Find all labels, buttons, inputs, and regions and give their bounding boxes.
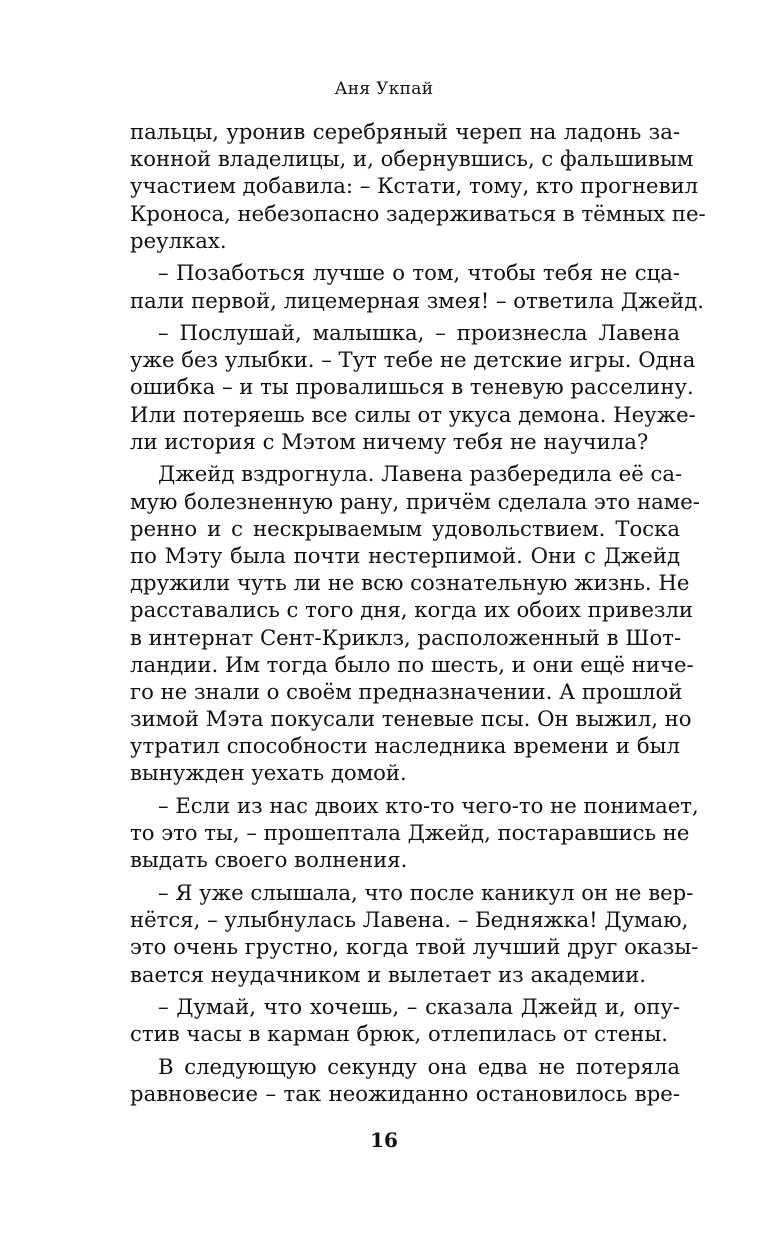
text-line: реулках. xyxy=(130,227,227,253)
text-line: расставались с того дня, когда их обоих привезли xyxy=(130,597,694,623)
text-line: нётся, – улыбнулась Лавена. – Бедняжка! Думаю, xyxy=(130,907,689,933)
text-line: – Думай, что хочешь, – сказала Джейд и, опу- xyxy=(158,994,680,1020)
text-line: В следующую секунду она едва не потеряла xyxy=(158,1053,680,1079)
paragraph xyxy=(130,1053,680,1107)
text-line: – Я уже слышала, что после каникул он не вер- xyxy=(158,880,694,906)
text-line: ошибка – и ты провалишься в теневую расселину. xyxy=(130,374,694,400)
text-line: – Послушай, малышка, – произнесла Лавена xyxy=(158,320,680,346)
text-line: – Если из нас двоих кто-то чего-то не понимает, xyxy=(158,793,699,819)
paragraph xyxy=(130,792,699,874)
text-line: равновесие – так неожиданно остановилось вре- xyxy=(130,1081,680,1107)
text-line: дружили чуть ли не всю сознательную жизнь. Не xyxy=(130,570,690,596)
text-line: уже без улыбки. – Тут тебе не детские игры. Одна xyxy=(130,347,696,373)
text-line: пали первой, лицемерная змея! – ответила Джейд. xyxy=(130,287,705,313)
text-line: зимой Мэта покусали теневые псы. Он выжил, но xyxy=(130,706,692,732)
text-line: утратил способности наследника времени и был xyxy=(130,733,680,759)
text-line: вается неудачником и вылетает из академии. xyxy=(130,961,647,987)
paragraph xyxy=(130,118,706,254)
text-line: то это ты, – прошептала Джейд, постаравшись не xyxy=(130,820,690,846)
text-line: пальцы, уронив серебряный череп на ладонь за- xyxy=(130,119,680,144)
text-line: Или потеряешь все силы от укуса демона. Неуже- xyxy=(130,401,696,427)
paragraph xyxy=(130,879,699,988)
text-line: это очень грустно, когда твой лучший друг оказы- xyxy=(130,934,699,960)
text-line: го не знали о своём предназначении. А прошлой xyxy=(130,678,683,704)
body-text xyxy=(130,118,706,1107)
paragraph xyxy=(130,319,696,455)
text-line: ренно и с нескрываемым удовольствием. Тоска xyxy=(130,515,680,541)
text-line: в интернат Сент-Криклз, расположенный в Шот- xyxy=(130,624,682,650)
text-line: стив часы в карман брюк, отлепилась от стены. xyxy=(130,1021,669,1047)
text-line: конной владелицы, и, обернувшись, с фальшивым xyxy=(130,146,694,172)
text-line: – Позаботься лучше о том, чтобы тебя не сца- xyxy=(158,260,680,286)
text-line: Джейд вздрогнула. Лавена разбередила её са- xyxy=(158,461,683,487)
paragraph xyxy=(130,259,705,313)
paragraph xyxy=(130,460,700,786)
paragraph xyxy=(130,993,680,1047)
text-line: ландии. Им тогда было по шесть, и они ещё ниче- xyxy=(130,651,694,677)
running-header: Аня Укпай xyxy=(334,79,434,99)
text-line: по Мэту была почти нестерпимой. Они с Джейд xyxy=(130,542,680,568)
text-line: мую болезненную рану, причём сделала это наме- xyxy=(130,488,700,514)
page-number: 16 xyxy=(370,1128,398,1152)
text-line: участием добавила: – Кстати, тому, кто прогневил xyxy=(130,173,699,199)
text-line: Кроноса, небезопасно задерживаться в тёмных пе- xyxy=(130,200,706,226)
text-line: ли история с Мэтом ничему тебя не научила? xyxy=(130,428,649,454)
text-line: выдать своего волнения. xyxy=(130,847,408,873)
text-line: вынужден уехать домой. xyxy=(130,760,407,786)
